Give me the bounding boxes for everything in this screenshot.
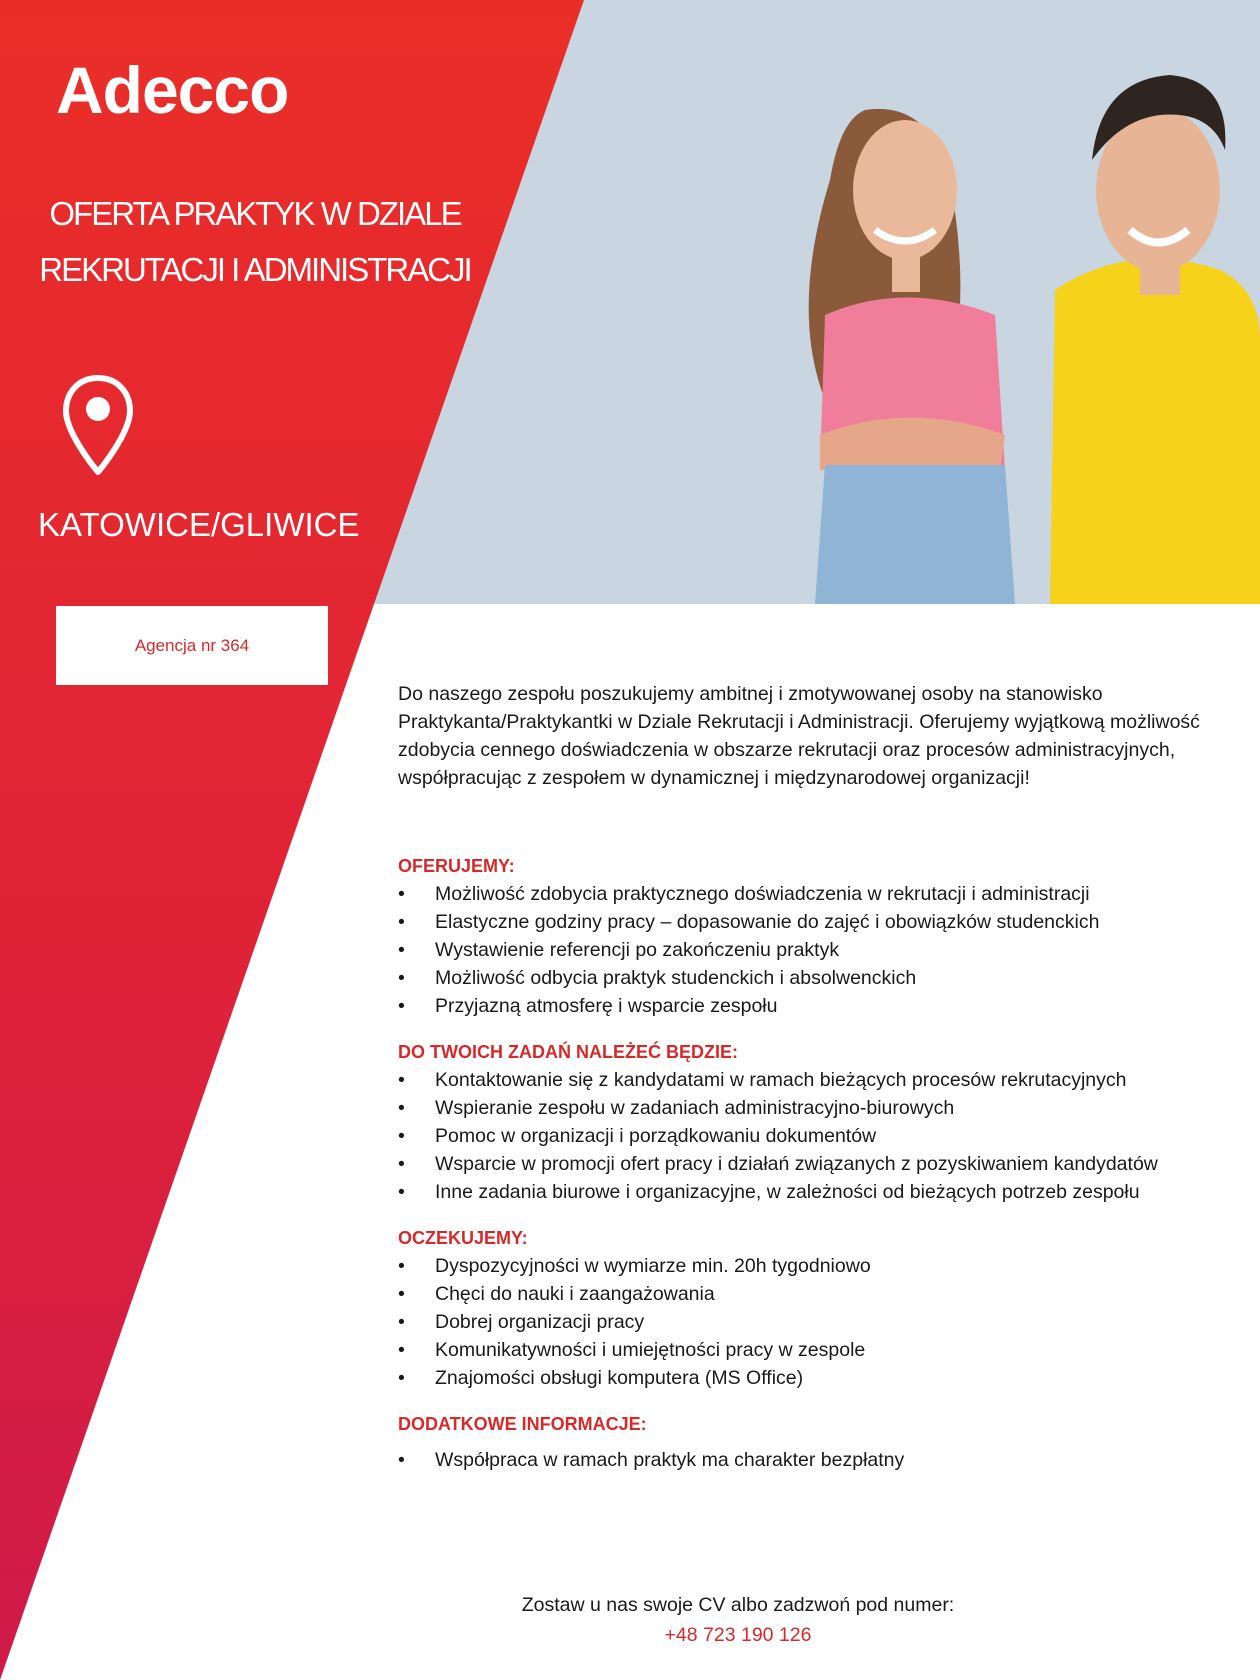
map-pin-icon [62,374,134,478]
agency-badge [56,606,328,685]
cta-text: Zostaw u nas swoje CV albo zadzwoń pod numer: [521,1594,955,1616]
list-item: • Elastyczne godziny pracy – dopasowanie do zajęć i obowiązków studenckich [398,908,1228,936]
section-heading: OCZEKUJEMY: [398,1228,528,1248]
section-heading: OFERUJEMY: [398,856,515,876]
list-item: • Chęci do nauki i zaangażowania [398,1280,1228,1308]
page-title-line1: OFERTA PRAKTYK W DZIALE [49,195,461,232]
section-offer [398,852,1228,1020]
page-title-line2: REKRUTACJI I ADMINISTRACJI [39,251,471,288]
section-duties [398,1038,1228,1206]
list-item: • Pomoc w organizacji i porządkowaniu dokumentów [398,1122,1228,1150]
section-requirements [398,1224,1228,1392]
adecco-logo: Adecco [56,53,289,127]
list-item: • Dyspozycyjności w wymiarze min. 20h tygodniowo [398,1252,1228,1280]
list-item: • Znajomości obsługi komputera (MS Office) [398,1364,1228,1392]
section-additional-info [398,1410,1228,1474]
hero-photo-people [800,40,1260,604]
list-item: • Współpraca w ramach praktyk ma charakter bezpłatny [398,1446,1228,1474]
list-item: • Przyjazną atmosferę i wsparcie zespołu [398,992,1228,1020]
list-item: • Wsparcie w promocji ofert pracy i działań związanych z pozyskiwaniem kandydatów [398,1150,1228,1178]
list-item: • Inne zadania biurowe i organizacyjne, w zależności od bieżących potrzeb zespołu [398,1178,1228,1206]
section-heading: DODATKOWE INFORMACJE: [398,1414,647,1434]
list-item: • Dobrej organizacji pracy [398,1308,1228,1336]
list-item: • Komunikatywności i umiejętności pracy w zespole [398,1336,1228,1364]
contact-footer [398,1590,1078,1650]
list-item: • Wystawienie referencji po zakończeniu praktyk [398,936,1228,964]
location-label: KATOWICE/GLIWICE [38,506,360,543]
phone-number[interactable]: +48 723 190 126 [664,1624,812,1646]
list-item: • Kontaktowanie się z kandydatami w ramach bieżących procesów rekrutacyjnych [398,1066,1228,1094]
page-title [30,186,480,298]
offer-content [398,680,1228,1492]
list-item: • Możliwość odbycia praktyk studenckich i absolwenckich [398,964,1228,992]
section-heading: DO TWOICH ZADAŃ NALEŻEĆ BĘDZIE: [398,1042,738,1062]
agency-label: Agencja nr 364 [134,635,250,655]
intro-paragraph: Do naszego zespołu poszukujemy ambitnej i zmotywowanej osoby na stanowisko Praktykanta/Praktykantki w Dziale Rekrutacji i Administracji. Oferujemy wyjątkową możliwość zdobycia cennego doświadczenia w obszarze rekrutacji oraz procesów administracyjnych, współpracując z zespołem w dynamicznej i międzynarodowej organizacji! [398,683,1200,789]
list-item: • Wspieranie zespołu w zadaniach administracyjno-biurowych [398,1094,1228,1122]
list-item: • Możliwość zdobycia praktycznego doświadczenia w rekrutacji i administracji [398,880,1228,908]
